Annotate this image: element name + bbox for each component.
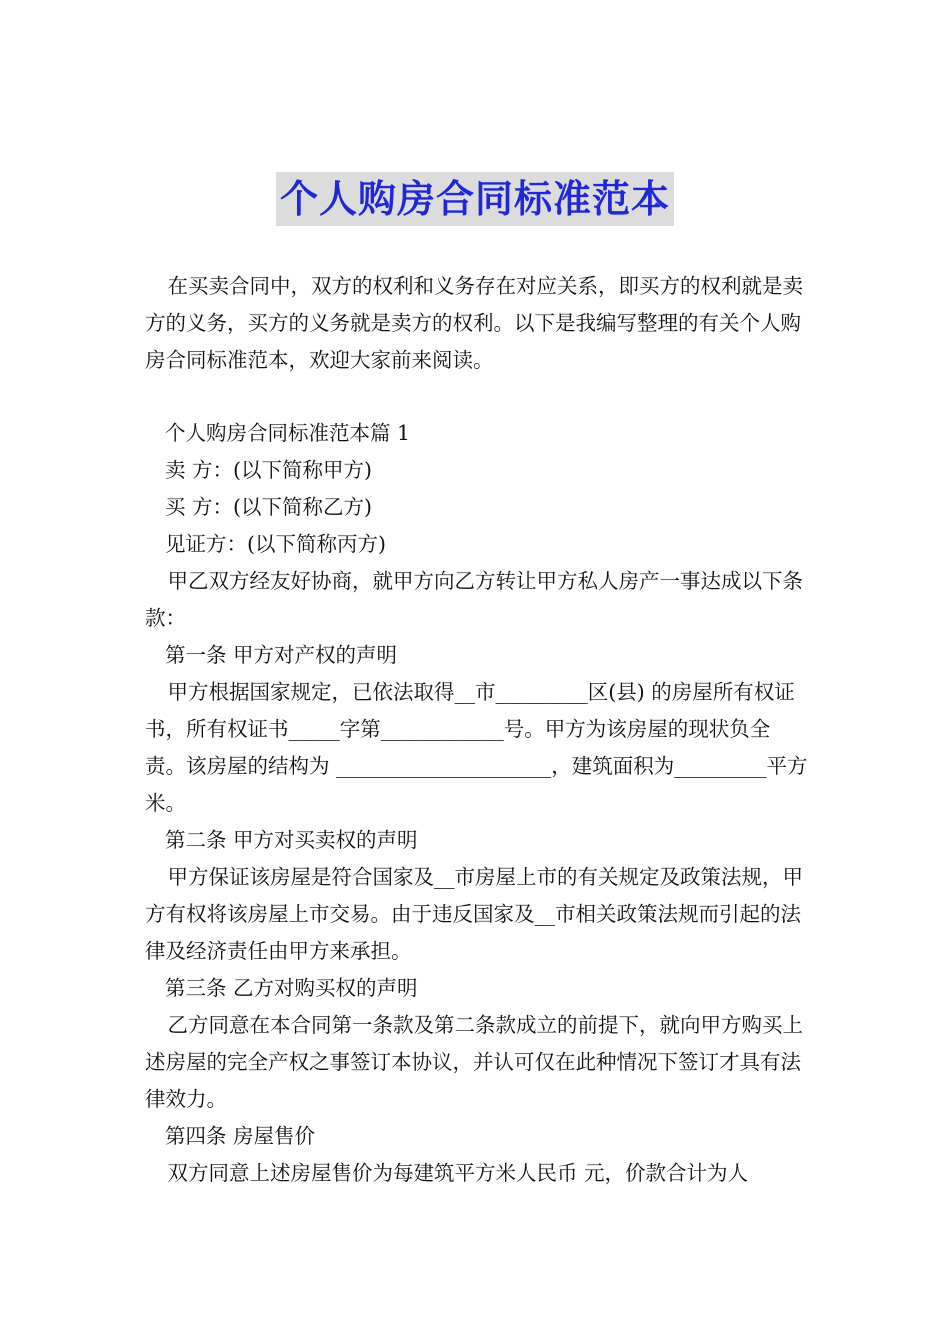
paragraph-gap (145, 379, 810, 415)
document-body (145, 268, 810, 1192)
preamble-paragraph: 甲乙双方经友好协商，就甲方向乙方转让甲方私人房产一事达成以下条款： (145, 569, 804, 630)
intro-paragraph: 在买卖合同中，双方的权利和义务存在对应关系，即买方的权利就是卖方的义务，买方的义务就是卖方的权利。以下是我编写整理的有关个人购房合同标准范本，欢迎大家前来阅读。 (145, 274, 804, 372)
section-heading: 个人购房合同标准范本篇 1 (165, 421, 411, 445)
article3-title: 第三条 乙方对购买权的声明 (165, 976, 418, 1000)
article1-title: 第一条 甲方对产权的声明 (165, 643, 398, 667)
seller-line: 卖 方：(以下简称甲方) (165, 458, 373, 482)
article1-text: 甲方根据国家规定，已依法取得__市_________区(县) 的房屋所有权证书，所有权证书_____字第____________号。甲方为该房屋的现状负全责。该房屋的结构为 _____________________，建筑面积为_________平方米。 (145, 680, 808, 815)
article4-title: 第四条 房屋售价 (165, 1124, 316, 1148)
title-container (0, 172, 950, 226)
article4-text: 双方同意上述房屋售价为每建筑平方米人民币 元，价款合计为人 (167, 1161, 749, 1185)
article3-text: 乙方同意在本合同第一条款及第二条款成立的前提下，就向甲方购买上述房屋的完全产权之事签订本协议，并认可仅在此种情况下签订才具有法律效力。 (145, 1013, 804, 1111)
buyer-line: 买 方：(以下简称乙方) (165, 495, 373, 519)
article2-title: 第二条 甲方对买卖权的声明 (165, 828, 418, 852)
witness-line: 见证方：(以下简称丙方) (165, 532, 386, 556)
document-title: 个人购房合同标准范本 (276, 172, 674, 226)
article2-text: 甲方保证该房屋是符合国家及__市房屋上市的有关规定及政策法规，甲方有权将该房屋上市交易。由于违反国家及__市相关政策法规而引起的法律及经济责任由甲方来承担。 (145, 865, 804, 963)
